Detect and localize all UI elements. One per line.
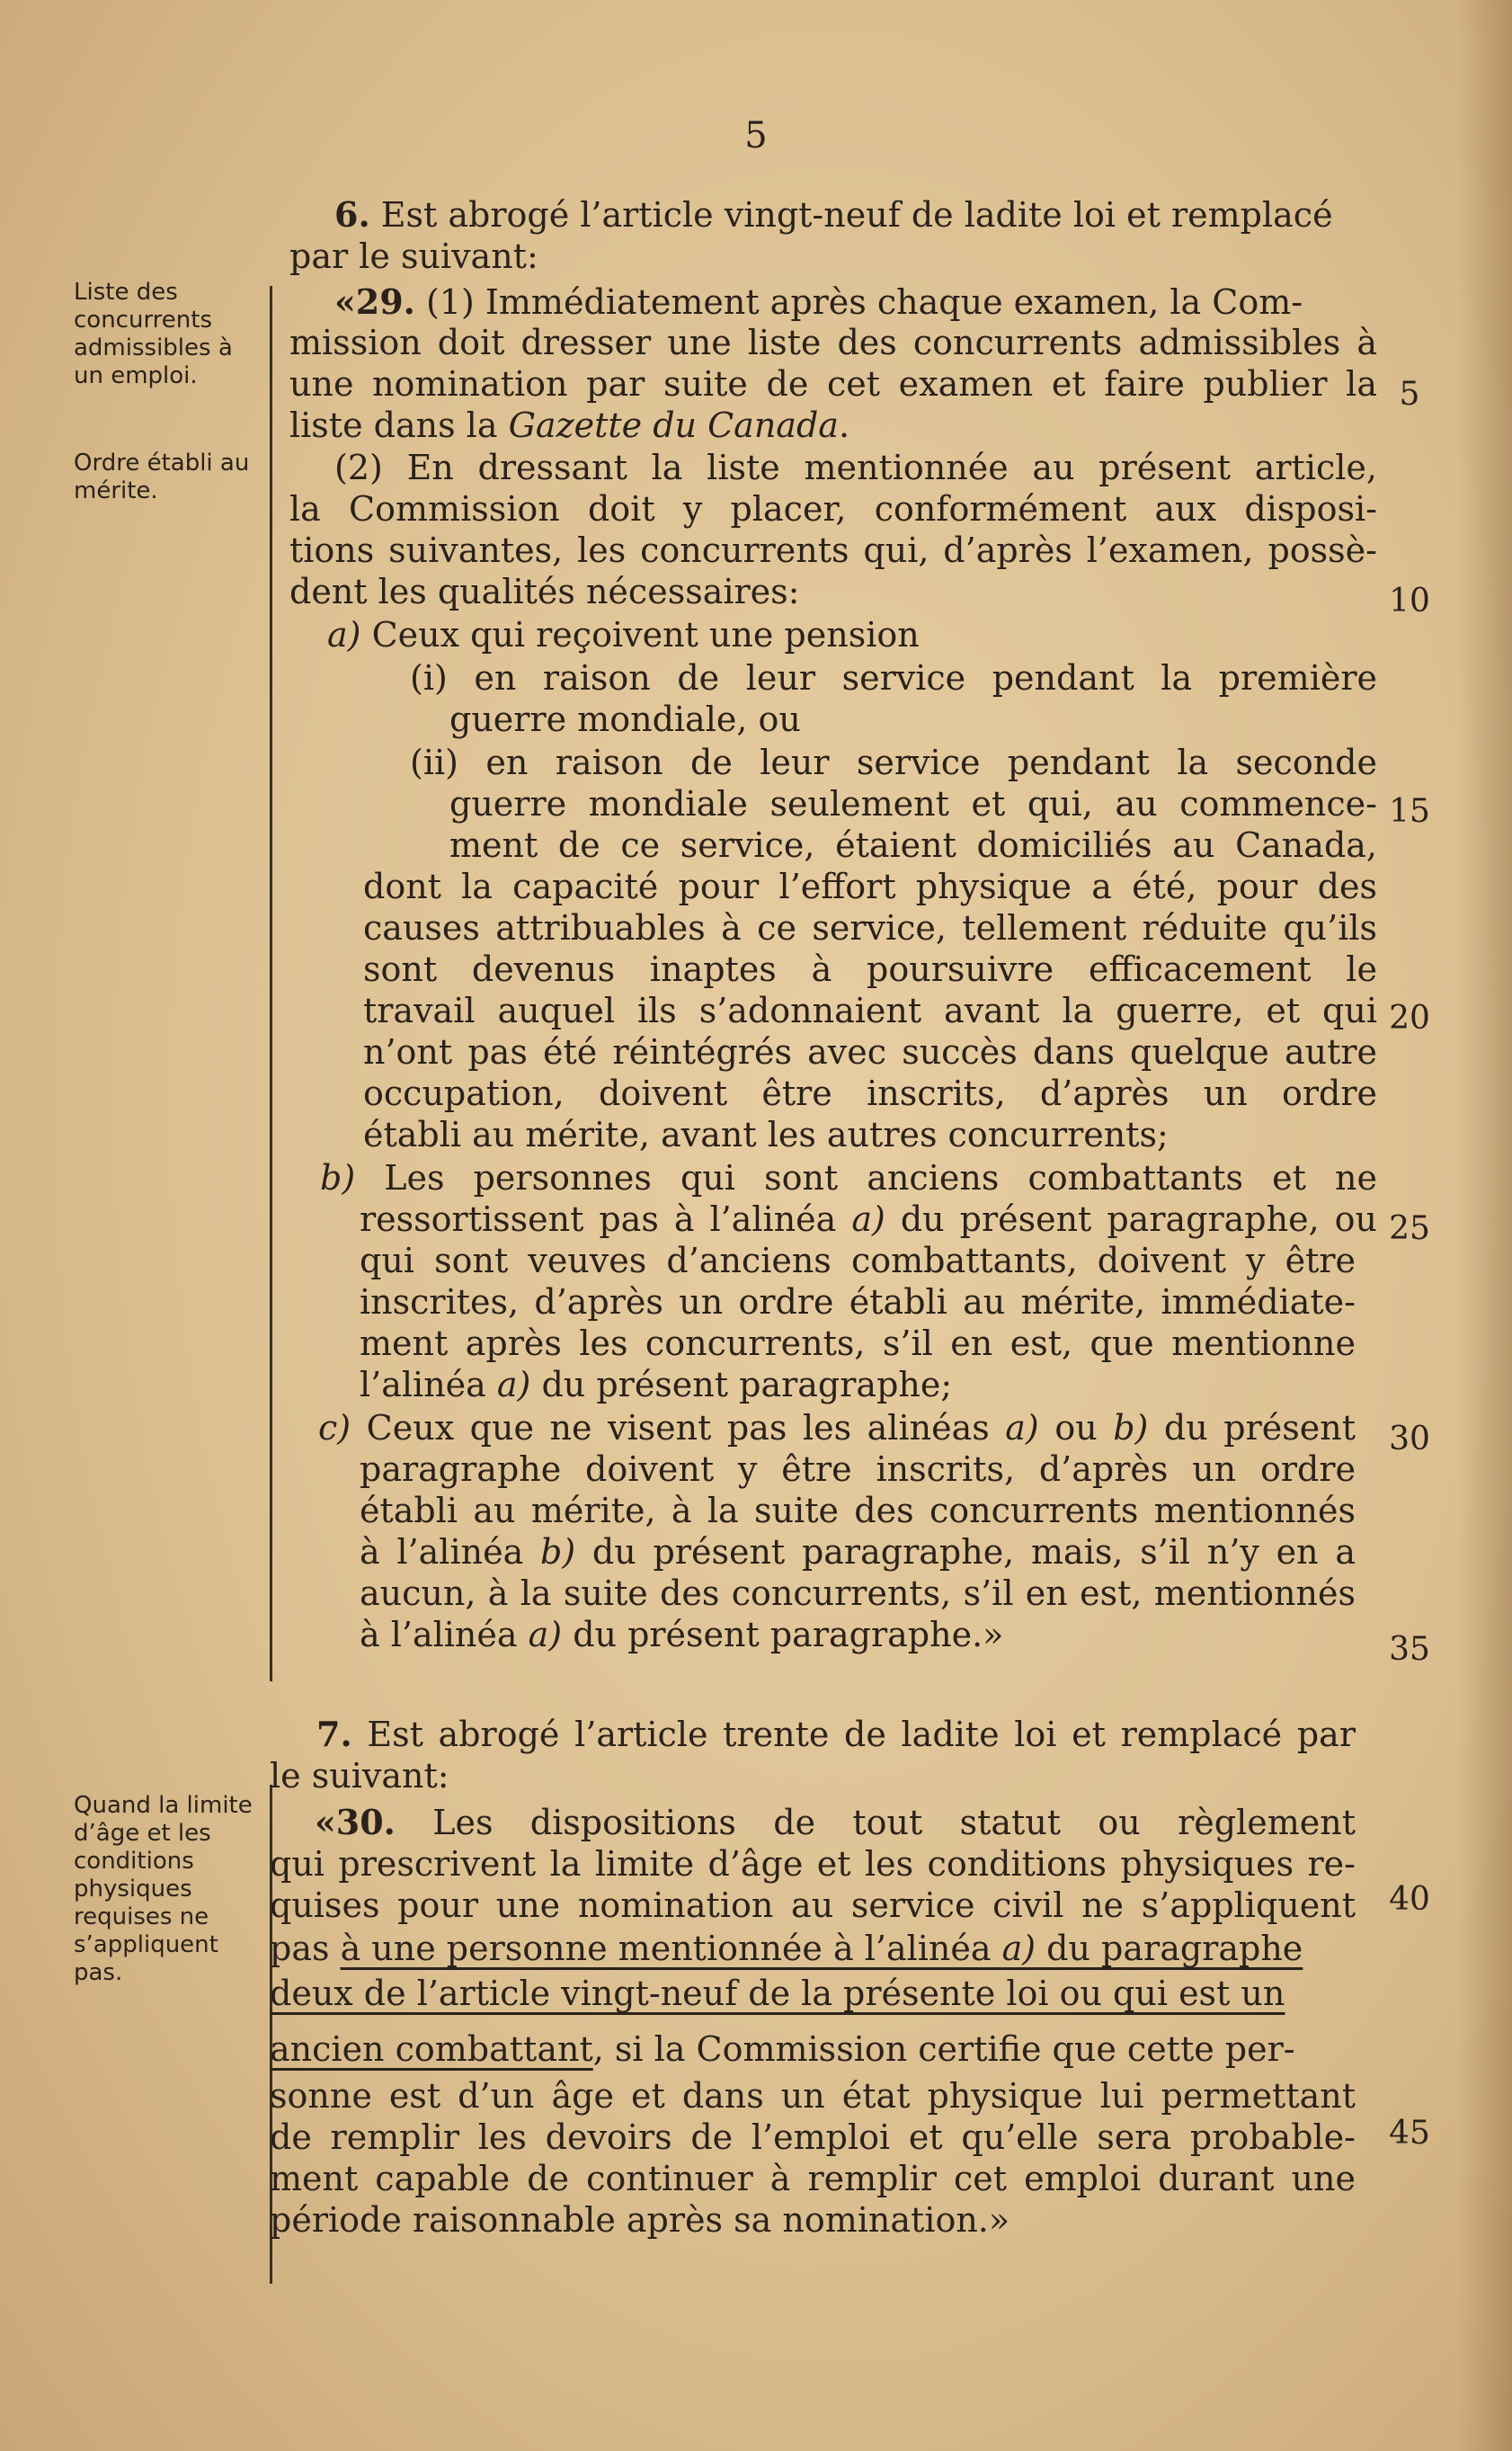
text-line: causes attribuables à ce service, tellement réduite qu’ils <box>363 908 1377 948</box>
text-line: b) Les personnes qui sont anciens combattants et ne <box>320 1158 1377 1198</box>
text-line: 6. Est abrogé l’article vingt-neuf de ladite loi et remplacé <box>334 194 1333 235</box>
text-line: travail auquel ils s’adonnaient avant la guerre, et qui <box>363 991 1377 1030</box>
text-line: ment capable de continuer à remplir cet emploi durant une <box>270 2159 1356 2198</box>
text-line: une nomination par suite de cet examen et faire publier la <box>289 364 1377 404</box>
text-line: «30. Les dispositions de tout statut ou règlement <box>315 1802 1356 1842</box>
text-line: sont devenus inaptes à poursuivre efficacement le <box>363 949 1377 989</box>
text-line: 7. Est abrogé l’article trente de ladite loi et remplacé par <box>316 1714 1356 1754</box>
text-line: occupation, doivent être inscrits, d’après un ordre <box>363 1074 1377 1113</box>
text-line: de remplir les devoirs de l’emploi et qu’elle sera probable- <box>270 2117 1356 2157</box>
text-line: à l’alinéa a) du présent paragraphe.» <box>360 1615 1004 1654</box>
text-line: (ii) en raison de leur service pendant la seconde <box>410 743 1377 782</box>
text-line: qui sont veuves d’anciens combattants, doivent y être <box>360 1241 1356 1280</box>
margin-note: Ordre établi au mérite. <box>74 450 250 504</box>
text-line: à l’alinéa b) du présent paragraphe, mais, s’il n’y en a <box>360 1532 1356 1572</box>
text-line: guerre mondiale, ou <box>449 700 801 739</box>
text-line: a) Ceux qui reçoivent une pension <box>327 615 920 655</box>
text-line: par le suivant: <box>289 236 538 276</box>
text-line: n’ont pas été réintégrés avec succès dans quelque autre <box>363 1032 1377 1072</box>
text-line: mission doit dresser une liste des concurrents admissibles à <box>289 323 1377 362</box>
text-line: dent les qualités nécessaires: <box>289 572 800 611</box>
margin-rule <box>270 286 272 1681</box>
text-line: pas à une personne mentionnée à l’alinéa a) du paragraphe <box>270 1929 1303 1968</box>
text-line: (i) en raison de leur service pendant la première <box>410 658 1377 698</box>
page-edge-shadow <box>1458 0 1512 2451</box>
margin-note: Liste des concurrents admissibles à un emploi. <box>74 279 233 389</box>
text-line: ressortissent pas à l’alinéa a) du présent paragraphe, ou <box>360 1199 1377 1239</box>
text-line: quises pour une nomination au service civil ne s’appliquent <box>270 1885 1356 1925</box>
line-number: 5 <box>1399 376 1420 413</box>
text-line: deux de l’article vingt-neuf de la présente loi ou qui est un <box>270 1974 1285 2013</box>
line-number: 40 <box>1389 1881 1430 1918</box>
text-line: «29. (1) Immédiatement après chaque examen, la Com- <box>334 281 1303 322</box>
text-line: tions suivantes, les concurrents qui, d’après l’examen, possè- <box>289 530 1377 570</box>
text-line: le suivant: <box>270 1756 449 1796</box>
text-line: aucun, à la suite des concurrents, s’il en est, mentionnés <box>360 1573 1356 1613</box>
line-number: 15 <box>1389 793 1430 830</box>
text-line: sonne est d’un âge et dans un état physique lui permettant <box>270 2076 1356 2116</box>
text-line: qui prescrivent la limite d’âge et les conditions physiques re- <box>270 1844 1356 1884</box>
line-number: 30 <box>1389 1421 1430 1457</box>
text-line: ancien combattant, si la Commission certifie que cette per- <box>270 2029 1295 2069</box>
text-line: liste dans la Gazette du Canada. <box>289 406 850 445</box>
text-line: ment de ce service, étaient domiciliés au Canada, <box>449 825 1377 865</box>
text-line: dont la capacité pour l’effort physique a été, pour des <box>363 867 1377 906</box>
line-number: 20 <box>1389 1000 1430 1037</box>
text-line: établi au mérite, avant les autres concurrents; <box>363 1115 1169 1154</box>
text-line: établi au mérite, à la suite des concurrents mentionnés <box>360 1491 1356 1530</box>
text-line: inscrites, d’après un ordre établi au mérite, immédiate- <box>360 1282 1356 1322</box>
text-line: guerre mondiale seulement et qui, au commence- <box>449 784 1377 824</box>
line-number: 10 <box>1389 583 1430 619</box>
text-line: (2) En dressant la liste mentionnée au présent article, <box>334 448 1377 487</box>
page-number: 5 <box>744 115 768 156</box>
text-line: l’alinéa a) du présent paragraphe; <box>360 1365 953 1404</box>
text-line: la Commission doit y placer, conformément aux disposi- <box>289 489 1377 529</box>
line-number: 45 <box>1389 2115 1430 2152</box>
text-line: c) Ceux que ne visent pas les alinéas a) ou b) du présent <box>318 1408 1356 1448</box>
text-line: paragraphe doivent y être inscrits, d’après un ordre <box>360 1449 1356 1489</box>
line-number: 35 <box>1389 1631 1430 1668</box>
text-line: période raisonnable après sa nomination.» <box>270 2200 1010 2240</box>
line-number: 25 <box>1389 1210 1430 1247</box>
margin-note: Quand la limite d’âge et les conditions physiques requises ne s’appliquent pas. <box>74 1792 253 1986</box>
text-line: ment après les concurrents, s’il en est, que mentionne <box>360 1324 1356 1363</box>
